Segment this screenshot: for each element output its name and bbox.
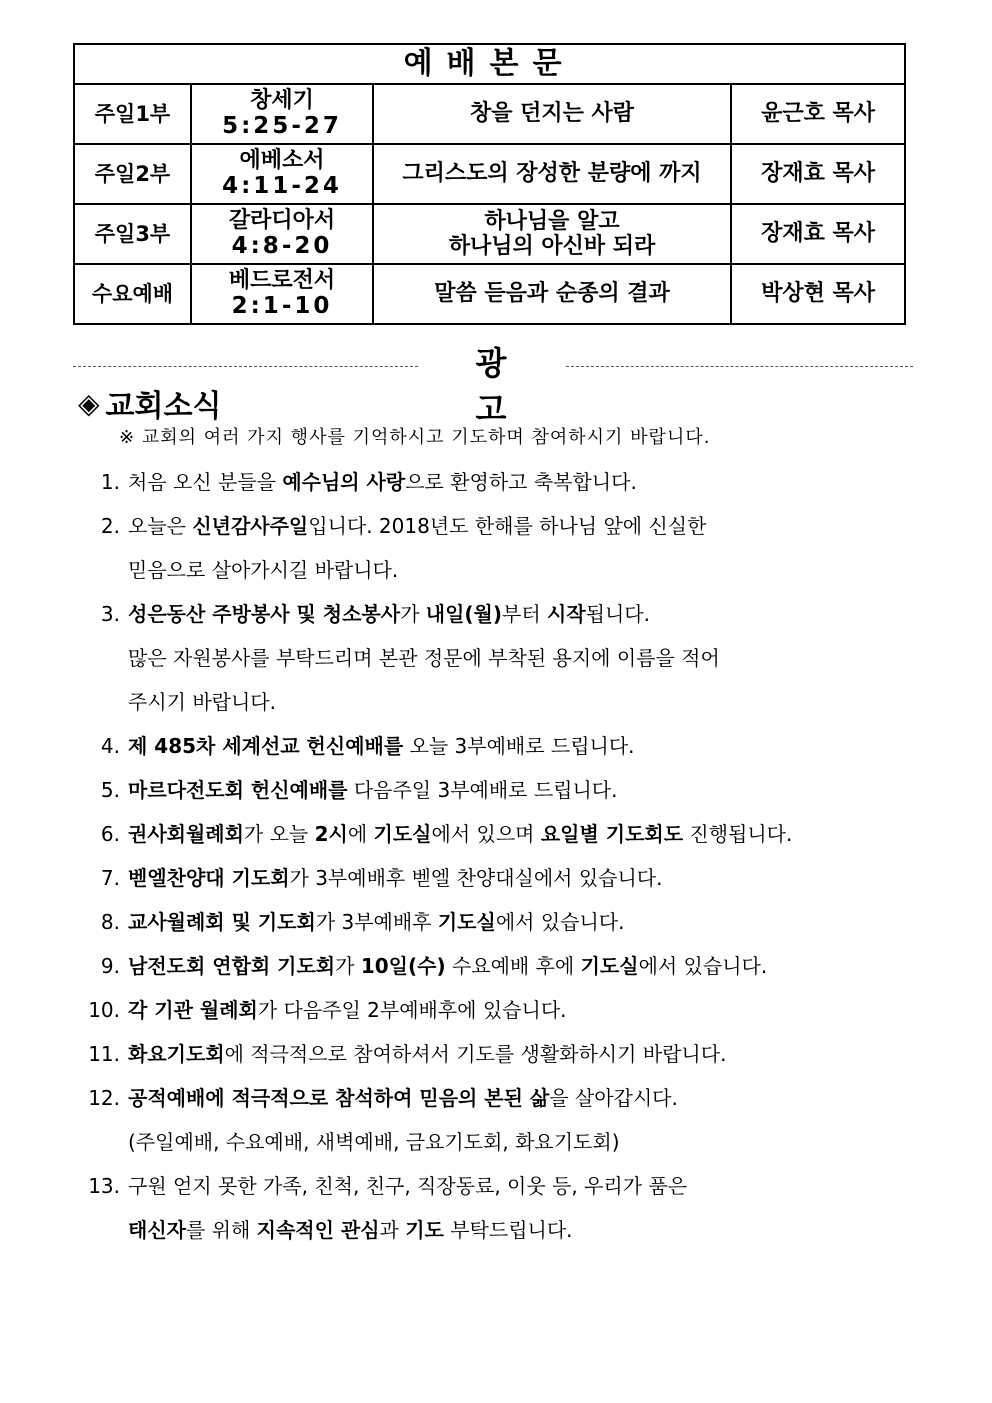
emphasis-text: 10일(수) [360, 954, 446, 978]
service-name: 주일3부 [74, 204, 191, 264]
scripture-verse: 4:11-24 [222, 173, 342, 200]
item-text: 가 3부예배후 [315, 910, 438, 934]
service-name: 주일2부 [74, 144, 191, 204]
announcement-item [72, 768, 932, 812]
worship-row [74, 264, 905, 324]
item-body [120, 504, 706, 592]
scripture-verse: 5:25-27 [222, 113, 342, 140]
sermon-title-line: 하나님을 알고 [484, 208, 620, 234]
announcement-item [72, 944, 932, 988]
emphasis-text: 공적예배에 적극적으로 참석하여 믿음의 본된 삶 [128, 1086, 550, 1110]
item-line [128, 856, 662, 900]
church-news-heading [78, 381, 221, 425]
announcement-item [72, 988, 932, 1032]
item-body [120, 988, 567, 1032]
scripture-ref [191, 264, 373, 324]
sermon-title-line: 그리스도의 장성한 분량에 까지 [402, 161, 702, 187]
item-line [128, 504, 706, 548]
scripture-verse: 4:8-20 [231, 233, 333, 260]
emphasis-text: 성은동산 주방봉사 및 청소봉사 [128, 602, 401, 626]
emphasis-text: 내일(월) [425, 602, 502, 626]
item-continuation: 많은 자원봉사를 부탁드리며 본관 정문에 부착된 용지에 이름을 적어 [128, 646, 720, 670]
sermon-title-line: 하나님의 아신바 되라 [448, 234, 656, 259]
sermon-title [373, 204, 731, 264]
item-text: 부탁드립니다. [443, 1218, 573, 1242]
item-text: 과 [379, 1218, 406, 1242]
emphasis-text: 벧엘찬양대 기도회 [128, 866, 290, 890]
sermon-title [373, 144, 731, 204]
item-line [128, 988, 567, 1032]
item-text: 가 [400, 602, 426, 626]
announcement-item [72, 856, 932, 900]
church-news-title: 교회소식 [105, 389, 222, 424]
emphasis-text: 각 기관 월례회 [128, 998, 258, 1022]
announcement-item [72, 812, 932, 856]
item-text: 부터 [502, 602, 547, 626]
item-number: 11. [88, 1042, 120, 1066]
dashed-divider [73, 366, 418, 367]
item-line [128, 1164, 687, 1208]
scripture-book: 갈라디아서 [228, 208, 336, 234]
item-line [128, 724, 635, 768]
worship-row [74, 204, 905, 264]
news-note: ※ 교회의 여러 가지 행사를 기억하시고 기도하며 참여하시기 바랍니다. [119, 427, 711, 448]
item-number: 4. [100, 734, 120, 758]
announcement-item [72, 900, 932, 944]
item-number: 1. [100, 470, 120, 494]
sermon-title [373, 264, 731, 324]
item-body [120, 944, 767, 988]
item-line [128, 812, 792, 856]
item-number: 13. [88, 1174, 120, 1198]
item-text: 를 위해 [185, 1218, 257, 1242]
sermon-title [373, 84, 731, 144]
diamond-icon: ◈ [78, 386, 100, 420]
item-line [128, 460, 637, 504]
item-line [128, 944, 767, 988]
emphasis-text: 요일별 기도회도 [540, 822, 684, 846]
emphasis-text: 화요기도회 [128, 1042, 225, 1066]
scripture-book: 베드로전서 [228, 268, 336, 294]
item-body [120, 1164, 687, 1252]
emphasis-text: 2시 [314, 822, 348, 846]
scripture-ref [191, 84, 373, 144]
item-number: 10. [88, 998, 120, 1022]
announcement-item [72, 1076, 932, 1164]
item-text: 가 3부예배후 벧엘 찬양대실에서 있습니다. [289, 866, 663, 890]
item-number: 8. [100, 910, 120, 934]
item-text: 가 다음주일 2부예배후에 있습니다. [257, 998, 567, 1022]
item-body [120, 768, 617, 812]
emphasis-text: 지속적인 관심 [256, 1218, 380, 1242]
item-text: 오늘 3부예배로 드립니다. [403, 734, 635, 758]
announcement-list [72, 460, 932, 1252]
item-number: 12. [88, 1086, 120, 1110]
item-text: 에서 있습니다. [638, 954, 768, 978]
item-body [120, 1076, 678, 1164]
item-body [120, 812, 792, 856]
emphasis-text: 신년감사주일 [192, 514, 309, 538]
scripture-ref [191, 144, 373, 204]
announcement-item [72, 724, 932, 768]
item-text: 에서 있습니다. [495, 910, 625, 934]
sermon-title-line: 창을 던지는 사람 [469, 101, 635, 127]
item-line [128, 1076, 678, 1120]
pastor-name: 장재효 목사 [731, 144, 905, 204]
item-number: 5. [100, 778, 120, 802]
worship-row [74, 144, 905, 204]
emphasis-text: 마르다전도회 헌신예배를 [128, 778, 348, 802]
pastor-name: 장재효 목사 [731, 204, 905, 264]
item-body [120, 1032, 726, 1076]
dashed-divider [566, 366, 913, 367]
item-continuation [128, 1208, 687, 1252]
item-line [128, 900, 624, 944]
item-line [128, 768, 617, 812]
item-number: 3. [100, 602, 120, 626]
scripture-book: 에베소서 [239, 148, 325, 174]
item-text: 을 살아갑시다. [549, 1086, 678, 1110]
item-continuation: (주일예배, 수요예배, 새벽예배, 금요기도회, 화요기도회) [128, 1130, 620, 1154]
worship-table [73, 43, 906, 325]
service-name: 수요예배 [74, 264, 191, 324]
emphasis-text: 교사월례회 및 기도회 [128, 910, 316, 934]
item-number: 7. [100, 866, 120, 890]
item-continuation: 주시기 바랍니다. [128, 690, 276, 714]
item-body [120, 592, 720, 724]
emphasis-text: 기도실 [580, 954, 639, 978]
emphasis-text: 기도실 [373, 822, 432, 846]
item-body [120, 724, 635, 768]
item-body [120, 460, 637, 504]
scripture-verse: 2:1-10 [231, 293, 333, 320]
item-text: 에서 있으며 [431, 822, 541, 846]
item-body [120, 900, 624, 944]
item-line [128, 1032, 726, 1076]
item-number: 2. [100, 514, 120, 538]
scripture-ref [191, 204, 373, 264]
item-text: 처음 오신 분들을 [128, 470, 283, 494]
worship-row [74, 84, 905, 144]
announcement-item [72, 1164, 932, 1252]
announcement-item [72, 504, 932, 592]
item-text: 가 [335, 954, 361, 978]
emphasis-text: 권사회월례회 [128, 822, 244, 846]
item-text: 입니다. 2018년도 한해를 하나님 앞에 신실한 [308, 514, 707, 538]
emphasis-text: 시작 [547, 602, 586, 626]
sermon-title-line: 말씀 듣음과 순종의 결과 [434, 281, 670, 307]
worship-title: 예배본문 [74, 44, 905, 84]
item-text: 진행됩니다. [683, 822, 793, 846]
emphasis-text: 태신자 [128, 1218, 186, 1242]
emphasis-text: 기도실 [437, 910, 496, 934]
service-name: 주일1부 [74, 84, 191, 144]
item-body [120, 856, 662, 900]
emphasis-text: 남전도회 연합회 기도회 [128, 954, 336, 978]
pastor-name: 윤근호 목사 [731, 84, 905, 144]
item-text: 수요예배 후에 [445, 954, 581, 978]
announcements-title: 광고 [475, 344, 539, 428]
item-text: 에 적극적으로 참여하셔서 기도를 생활화하시기 바랍니다. [224, 1042, 727, 1066]
item-line [128, 592, 720, 636]
announcement-item [72, 460, 932, 504]
emphasis-text: 기도 [405, 1218, 444, 1242]
item-text: 다음주일 3부예배로 드립니다. [347, 778, 618, 802]
item-text: 구원 얻지 못한 가족, 친척, 친구, 직장동료, 이웃 등, 우리가 품은 [128, 1174, 688, 1198]
emphasis-text: 제 485차 세계선교 헌신예배를 [128, 734, 404, 758]
scripture-book: 창세기 [250, 88, 314, 114]
pastor-name: 박상현 목사 [731, 264, 905, 324]
announcement-item [72, 592, 932, 724]
announcement-item [72, 1032, 932, 1076]
item-text: 에 [347, 822, 374, 846]
item-number: 6. [100, 822, 120, 846]
item-text: 됩니다. [585, 602, 650, 626]
emphasis-text: 예수님의 사랑 [282, 470, 406, 494]
item-text: 으로 환영하고 축복합니다. [405, 470, 637, 494]
item-continuation: 믿음으로 살아가시길 바랍니다. [128, 558, 399, 582]
item-text: 가 오늘 [243, 822, 315, 846]
item-text: 오늘은 [128, 514, 193, 538]
item-number: 9. [100, 954, 120, 978]
